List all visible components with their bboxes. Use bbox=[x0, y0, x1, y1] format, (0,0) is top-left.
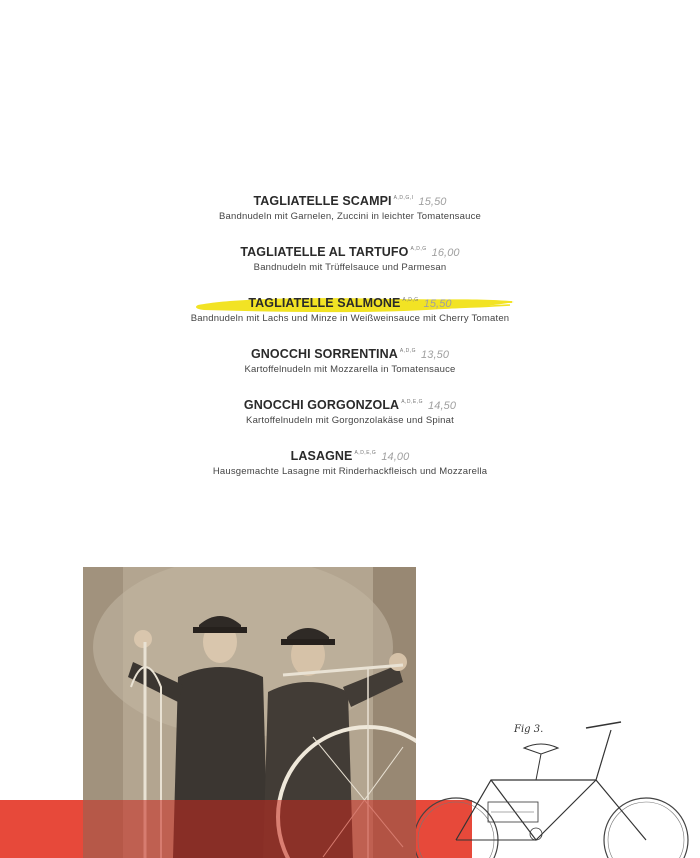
menu-item-allergens: A,D,G bbox=[399, 348, 417, 354]
menu-item-title bbox=[291, 443, 410, 463]
menu-item-price: 14,00 bbox=[381, 451, 410, 463]
menu-item-title bbox=[253, 188, 446, 208]
menu-item-allergens: A,D,G bbox=[410, 246, 427, 252]
patent-bicycle-sketch bbox=[416, 710, 700, 858]
menu-item-name: LASAGNE bbox=[290, 449, 353, 463]
menu-item-price: 15,50 bbox=[423, 298, 452, 310]
menu-item-price: 13,50 bbox=[421, 349, 450, 361]
menu-item-allergens: A,D,E,G bbox=[354, 450, 377, 456]
menu-item-price: 15,50 bbox=[418, 196, 447, 208]
red-photo-overlay bbox=[83, 800, 416, 858]
menu-item-allergens: A,D,G,I bbox=[393, 195, 414, 201]
menu-item-title bbox=[244, 392, 456, 412]
sketch-figure-label: Fig 3. bbox=[514, 724, 544, 735]
menu-item-allergens: A,D,G bbox=[402, 297, 419, 303]
pasta-menu bbox=[0, 188, 700, 494]
menu-item bbox=[0, 443, 700, 494]
menu-item-name: TAGLIATELLE SALMONE bbox=[248, 296, 401, 310]
menu-item-description: Kartoffelnudeln mit Gorgonzolakäse und Spinat bbox=[246, 415, 454, 426]
menu-item-description: Kartoffelnudeln mit Mozzarella in Tomatensauce bbox=[244, 364, 456, 375]
menu-item-name: GNOCCHI GORGONZOLA bbox=[243, 398, 400, 412]
menu-item bbox=[0, 188, 700, 239]
menu-item-price: 14,50 bbox=[428, 400, 457, 412]
menu-item-allergens: A,D,E,G bbox=[401, 399, 424, 405]
menu-item bbox=[0, 341, 700, 392]
menu-item-description: Bandnudeln mit Garnelen, Zuccini in leichter Tomatensauce bbox=[218, 211, 482, 222]
menu-item bbox=[0, 239, 700, 290]
menu-item-name: TAGLIATELLE AL TARTUFO bbox=[240, 245, 409, 259]
menu-item-highlighted bbox=[0, 290, 700, 341]
menu-item-title bbox=[240, 239, 459, 259]
menu-item-name: TAGLIATELLE SCAMPI bbox=[253, 194, 392, 208]
menu-item-description: Hausgemachte Lasagne mit Rinderhackfleisch und Mozzarella bbox=[212, 466, 488, 477]
menu-item-price: 16,00 bbox=[431, 247, 460, 259]
menu-item-description: Bandnudeln mit Lachs und Minze in Weißweinsauce mit Cherry Tomaten bbox=[190, 313, 510, 324]
menu-item-title bbox=[251, 341, 449, 361]
menu-item-name: GNOCCHI SORRENTINA bbox=[250, 347, 398, 361]
menu-item bbox=[0, 392, 700, 443]
menu-item-description: Bandnudeln mit Trüffelsauce und Parmesan bbox=[253, 262, 447, 273]
menu-item-title bbox=[248, 290, 451, 310]
